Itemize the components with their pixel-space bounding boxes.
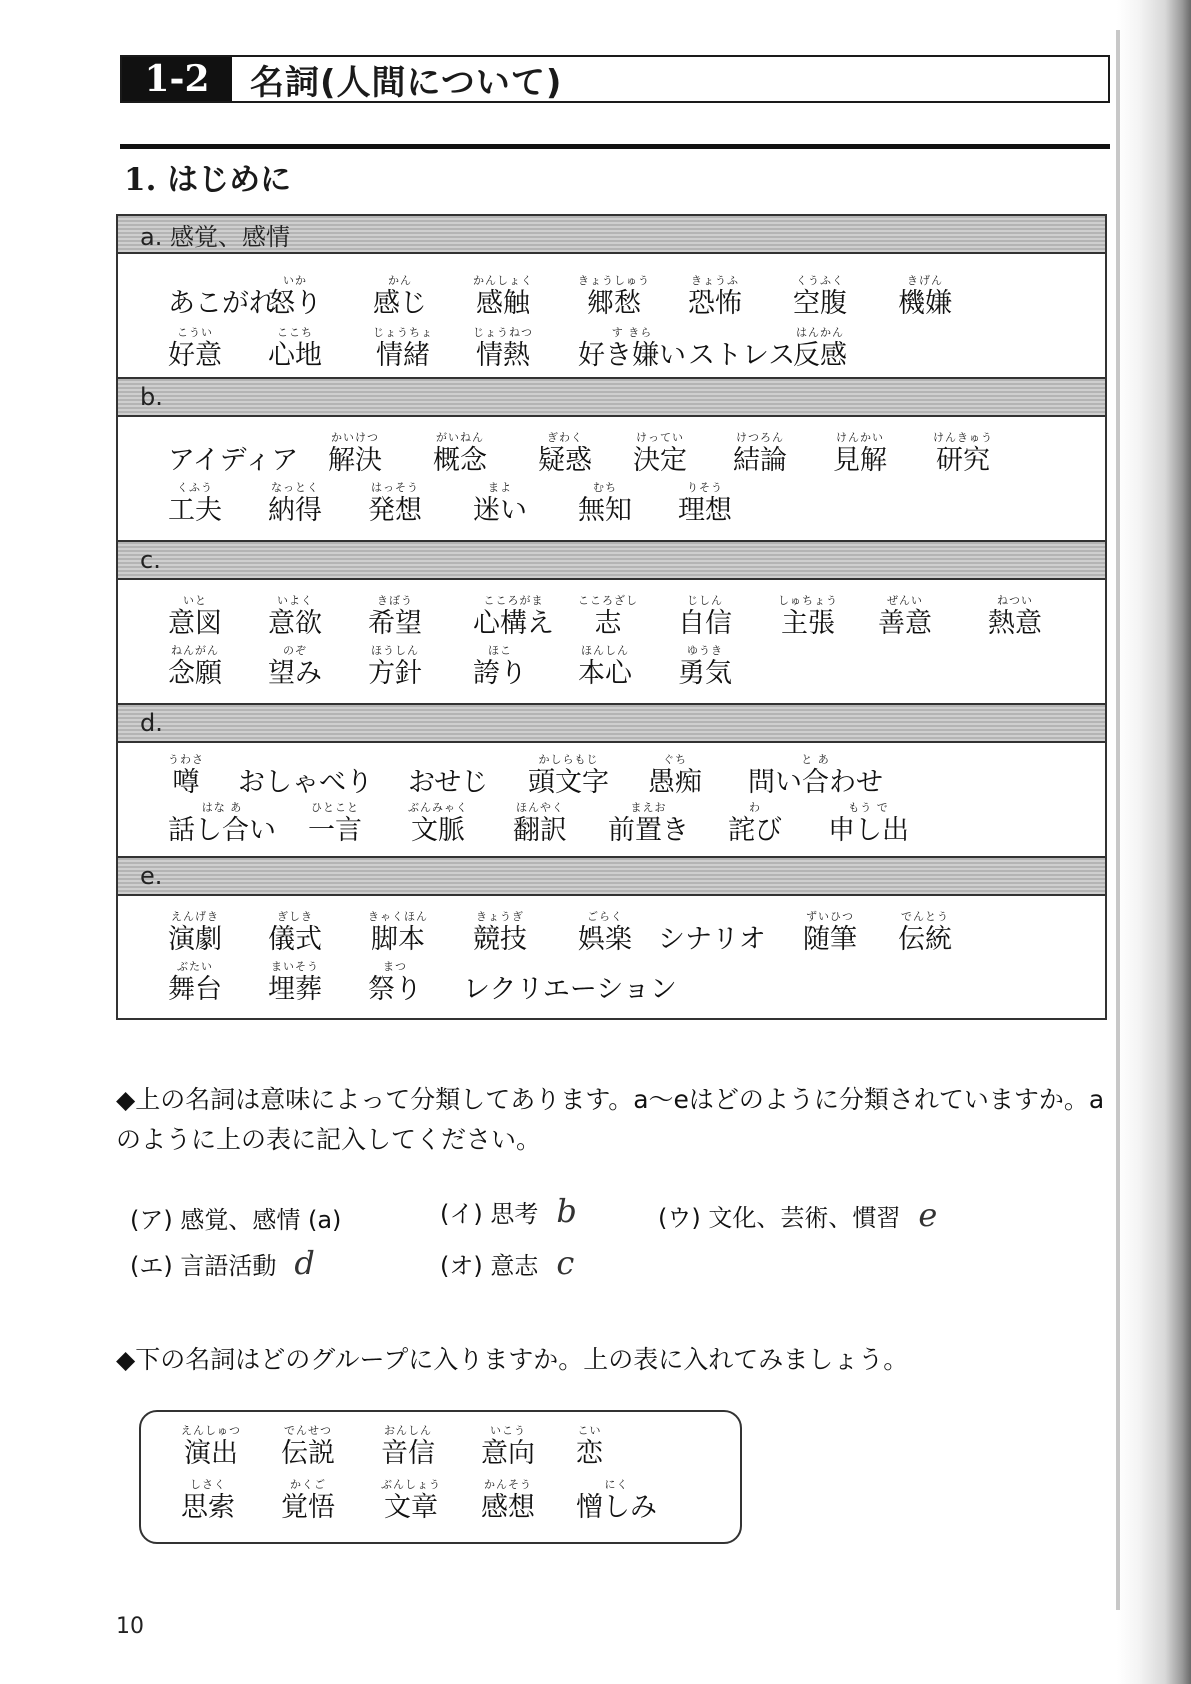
furigana: じしん xyxy=(687,594,723,607)
vocab-term: 恋 xyxy=(576,1438,603,1469)
answer-b xyxy=(440,1192,577,1230)
vocab-word xyxy=(898,910,952,956)
vocab-word xyxy=(678,644,732,690)
vocab-word xyxy=(433,431,487,477)
vocab-term: 望み xyxy=(268,658,322,689)
vocab-term: 心地 xyxy=(268,340,322,371)
furigana: りそう xyxy=(687,481,723,494)
vocab-term: 納得 xyxy=(268,495,322,526)
furigana: と あ xyxy=(801,753,830,766)
vocab-term: 解決 xyxy=(328,445,382,476)
vocab-word xyxy=(473,644,527,690)
vocab-term: 一言 xyxy=(308,815,362,846)
vocab-term: 意向 xyxy=(481,1438,535,1469)
intro-heading: 1. はじめに xyxy=(124,162,292,198)
furigana: しゅちょう xyxy=(778,594,838,607)
vocab-word xyxy=(168,481,222,527)
furigana: す きら xyxy=(611,326,653,339)
furigana: けってい xyxy=(636,431,684,444)
vocab-word xyxy=(368,910,428,956)
furigana: ごらく xyxy=(587,910,623,923)
furigana: ゆうき xyxy=(687,644,723,657)
vocab-term: 迷い xyxy=(473,495,527,526)
furigana: いか xyxy=(283,274,307,287)
furigana: ひとこと xyxy=(311,801,359,814)
furigana: ほんやく xyxy=(516,801,564,814)
vocab-term: 話し合い xyxy=(168,815,276,846)
vocab-term: 音信 xyxy=(381,1438,435,1469)
furigana: かいけつ xyxy=(331,431,379,444)
vocab-term: 詫び xyxy=(728,815,782,846)
vocab-word xyxy=(933,431,993,477)
vocab-term: 競技 xyxy=(473,924,527,955)
furigana: えんげき xyxy=(171,910,219,923)
vocab-word xyxy=(803,910,857,956)
vocab-term: 自信 xyxy=(678,608,732,639)
vocab-word xyxy=(168,326,222,372)
furigana: まえお xyxy=(630,801,667,814)
vocab-word xyxy=(578,594,638,640)
furigana: かん xyxy=(388,274,412,287)
vocab-word xyxy=(878,594,932,640)
vocab-term: 感触 xyxy=(476,288,530,319)
furigana: うわさ xyxy=(168,753,204,766)
furigana: くふう xyxy=(177,481,213,494)
vocab-term: 覚悟 xyxy=(281,1492,335,1523)
vocab-word xyxy=(513,801,567,847)
vocab-term: 演出 xyxy=(184,1438,238,1469)
vocab-word xyxy=(578,274,650,320)
furigana: ぎわく xyxy=(547,431,583,444)
vocab-word xyxy=(648,753,702,799)
vocab-word xyxy=(328,431,382,477)
extra-vocab-word xyxy=(481,1478,535,1524)
vocab-term: 方針 xyxy=(368,658,422,689)
vocab-word xyxy=(373,274,427,320)
vocab-word xyxy=(793,326,847,372)
answer-c xyxy=(658,1196,937,1234)
extra-vocab-word xyxy=(576,1424,603,1470)
answer-d xyxy=(130,1244,315,1282)
vocab-word xyxy=(833,431,887,477)
vocab-term: 娯楽 xyxy=(578,924,632,955)
extra-words-box xyxy=(139,1410,742,1544)
vocab-word xyxy=(793,274,847,320)
vocab-word xyxy=(168,910,222,956)
category-d-header: d. xyxy=(118,705,1105,743)
furigana: ぶたい xyxy=(177,960,213,973)
vocab-term: 頭文字 xyxy=(528,767,609,798)
furigana: でんとう xyxy=(901,910,949,923)
vocab-word xyxy=(678,594,732,640)
vocab-word xyxy=(828,801,909,847)
furigana: ほうしん xyxy=(371,644,419,657)
furigana: わ xyxy=(749,801,761,814)
vocab-word xyxy=(473,481,527,527)
vocab-term: 感想 xyxy=(481,1492,535,1523)
category-d-words xyxy=(118,743,1105,858)
extra-vocab-word xyxy=(281,1424,335,1470)
vocab-word xyxy=(473,274,533,320)
furigana: おんしん xyxy=(384,1424,432,1437)
category-e-words xyxy=(118,896,1105,1018)
vocab-word xyxy=(268,326,322,372)
vocab-word xyxy=(368,644,422,690)
furigana: のぞ xyxy=(283,644,307,657)
furigana: もう で xyxy=(848,801,889,814)
answer-a xyxy=(130,1200,341,1235)
furigana: こころがま xyxy=(483,594,544,607)
vocab-term: 情緒 xyxy=(376,340,430,371)
furigana: きょうふ xyxy=(691,274,739,287)
vocab-term: 希望 xyxy=(368,608,422,639)
furigana: じょうねつ xyxy=(473,326,533,339)
vocab-term: 伝統 xyxy=(898,924,952,955)
category-b-header: b. xyxy=(118,379,1105,417)
vocab-word xyxy=(728,801,782,847)
vocab-term: 決定 xyxy=(633,445,687,476)
furigana: はな あ xyxy=(201,801,243,814)
vocab-term: 文章 xyxy=(384,1492,438,1523)
vocab-term: 概念 xyxy=(433,445,487,476)
vocab-word xyxy=(898,274,952,320)
furigana: ほんしん xyxy=(581,644,629,657)
furigana: ぎしき xyxy=(277,910,313,923)
furigana: こい xyxy=(577,1424,602,1437)
vocab-word xyxy=(778,594,838,640)
vocab-term: 問い合わせ xyxy=(748,767,883,798)
category-c-header: c. xyxy=(118,542,1105,580)
section-title: 名詞(人間について) xyxy=(250,62,563,103)
answer-d-handwriting: d xyxy=(294,1244,315,1282)
vocab-word xyxy=(368,960,422,1006)
vocab-word xyxy=(268,481,322,527)
furigana: まよ xyxy=(488,481,512,494)
vocab-term: 前置き xyxy=(608,815,689,846)
page-number: 10 xyxy=(116,1614,144,1639)
furigana: きぼう xyxy=(377,594,413,607)
vocab-term: 埋葬 xyxy=(268,974,322,1005)
vocab-term: ストレス xyxy=(688,340,796,371)
furigana: ねんがん xyxy=(171,644,219,657)
furigana: にく xyxy=(604,1478,629,1491)
section-number: 1-2 xyxy=(122,57,232,101)
vocab-term: 研究 xyxy=(936,445,990,476)
vocab-word xyxy=(268,594,322,640)
vocab-term: 発想 xyxy=(368,495,422,526)
vocab-word xyxy=(473,594,554,640)
vocab-word xyxy=(608,801,689,847)
furigana: こうい xyxy=(177,326,213,339)
vocab-word xyxy=(368,481,422,527)
vocab-term: 伝説 xyxy=(281,1438,335,1469)
vocab-term: 憎しみ xyxy=(576,1492,657,1523)
vocab-term: 郷愁 xyxy=(587,288,641,319)
furigana: くうふく xyxy=(796,274,844,287)
vocab-word xyxy=(373,326,433,372)
vocab-word xyxy=(238,753,373,799)
furigana: こころざし xyxy=(578,594,638,607)
furigana: でんせつ xyxy=(284,1424,332,1437)
category-c-words xyxy=(118,580,1105,705)
vocab-word xyxy=(268,960,322,1006)
category-b-words xyxy=(118,417,1105,542)
vocab-term: 怒り xyxy=(268,288,322,319)
furigana: はっそう xyxy=(371,481,419,494)
vocab-word xyxy=(578,481,632,527)
answer-a-label: (ア) 感覚、感情 (a) xyxy=(130,1206,342,1234)
vocab-word xyxy=(168,274,276,320)
extra-vocab-word xyxy=(281,1478,335,1524)
furigana: じょうちょ xyxy=(373,326,433,339)
furigana: ぶんみゃく xyxy=(408,801,468,814)
answer-c-label: (ウ) 文化、芸術、慣習 xyxy=(658,1204,901,1232)
vocab-word xyxy=(168,960,222,1006)
extra-vocab-word xyxy=(181,1424,241,1470)
vocab-term: レクリエーション xyxy=(463,974,677,1005)
vocab-word xyxy=(748,753,883,799)
furigana: むち xyxy=(593,481,617,494)
vocab-term: 愚痴 xyxy=(648,767,702,798)
furigana: ねつい xyxy=(997,594,1033,607)
category-a-header: a. 感覚、感情 xyxy=(118,216,1105,254)
vocab-word xyxy=(538,431,592,477)
furigana: けつろん xyxy=(736,431,784,444)
furigana: はんかん xyxy=(796,326,844,339)
vocab-term: 演劇 xyxy=(168,924,222,955)
furigana: しさく xyxy=(190,1478,226,1491)
vocab-term: 好き嫌い xyxy=(578,340,686,371)
page-edge-line xyxy=(1116,30,1120,1610)
answer-d-label: (エ) 言語活動 xyxy=(130,1252,277,1280)
vocab-term: シナリオ xyxy=(658,924,766,955)
vocab-term: 熱意 xyxy=(988,608,1042,639)
vocab-word xyxy=(688,326,795,372)
vocab-term: 情熱 xyxy=(476,340,530,371)
answer-e-label: (オ) 意志 xyxy=(440,1252,539,1280)
vocab-word xyxy=(633,431,687,477)
answer-b-label: (イ) 思考 xyxy=(440,1200,539,1228)
furigana: いこう xyxy=(490,1424,526,1437)
category-a-words xyxy=(118,254,1105,379)
book-spine-shadow xyxy=(1117,0,1191,1684)
furigana: ずいひつ xyxy=(806,910,854,923)
vocab-term: 随筆 xyxy=(803,924,857,955)
furigana: ぐち xyxy=(663,753,687,766)
vocab-term: 善意 xyxy=(878,608,932,639)
vocab-term: 申し出 xyxy=(828,815,909,846)
extra-vocab-word xyxy=(381,1424,435,1470)
vocab-word xyxy=(528,753,609,799)
vocab-term: アイディア xyxy=(168,445,299,476)
vocab-term: 翻訳 xyxy=(513,815,567,846)
extra-vocab-word xyxy=(381,1478,441,1524)
furigana: かんしょく xyxy=(473,274,533,287)
vocab-word xyxy=(658,910,766,956)
answer-e xyxy=(440,1244,574,1282)
vocab-word xyxy=(268,274,322,320)
vocab-term: おせじ xyxy=(408,767,489,798)
vocab-word xyxy=(473,326,533,372)
furigana: なっとく xyxy=(271,481,319,494)
vocab-term: 念願 xyxy=(168,658,222,689)
vocab-word xyxy=(463,960,677,1006)
furigana: けんきゅう xyxy=(933,431,993,444)
section-header xyxy=(120,55,1110,103)
vocab-term: おしゃべり xyxy=(238,767,373,798)
vocab-term: 舞台 xyxy=(168,974,222,1005)
furigana: がいねん xyxy=(436,431,484,444)
vocab-term: 反感 xyxy=(793,340,847,371)
vocab-word xyxy=(168,801,276,847)
vocab-term: 意欲 xyxy=(268,608,322,639)
extra-vocab-word xyxy=(576,1478,657,1524)
vocab-word xyxy=(578,644,632,690)
category-e-header: e. xyxy=(118,858,1105,896)
furigana: ぜんい xyxy=(887,594,923,607)
vocab-word xyxy=(578,910,632,956)
extra-vocab-word xyxy=(181,1478,235,1524)
vocab-word xyxy=(988,594,1042,640)
furigana: いと xyxy=(183,594,207,607)
furigana: かんそう xyxy=(484,1478,532,1491)
vocab-term: 文脈 xyxy=(411,815,465,846)
vocab-term: 誇り xyxy=(473,658,527,689)
vocab-word xyxy=(688,274,742,320)
vocab-word xyxy=(168,431,298,477)
vocab-term: 思索 xyxy=(181,1492,235,1523)
vocab-word xyxy=(308,801,362,847)
vocab-term: 脚本 xyxy=(371,924,425,955)
furigana: きょうしゅう xyxy=(578,274,650,287)
vocab-word xyxy=(473,910,527,956)
furigana: ほこ xyxy=(488,644,512,657)
instruction-group: ◆下の名詞はどのグループに入りますか。上の表に入れてみましょう。 xyxy=(116,1345,909,1374)
vocab-word xyxy=(368,594,422,640)
vocab-term: 結論 xyxy=(733,445,787,476)
vocab-term: 本心 xyxy=(578,658,632,689)
furigana: まいそう xyxy=(271,960,319,973)
furigana: えんしゅつ xyxy=(181,1424,241,1437)
vocab-term: 疑惑 xyxy=(538,445,592,476)
vocab-term: 勇気 xyxy=(678,658,732,689)
vocab-word xyxy=(268,910,322,956)
vocab-word xyxy=(578,326,686,372)
answer-c-handwriting: e xyxy=(918,1196,938,1234)
vocab-term: あこがれ xyxy=(168,288,276,319)
furigana: まつ xyxy=(383,960,407,973)
vocab-term: 感じ xyxy=(373,288,427,319)
vocab-word xyxy=(168,594,222,640)
vocab-word xyxy=(168,753,204,799)
furigana: ぶんしょう xyxy=(381,1478,441,1491)
furigana: ここち xyxy=(277,326,313,339)
answer-b-handwriting: b xyxy=(556,1192,577,1230)
vocab-term: 理想 xyxy=(678,495,732,526)
vocab-word xyxy=(408,801,468,847)
vocab-word xyxy=(733,431,787,477)
vocab-term: 志 xyxy=(594,608,622,639)
answer-e-handwriting: c xyxy=(556,1244,575,1282)
vocab-term: 意図 xyxy=(168,608,222,639)
instruction-classify: ◆上の名詞は意味によって分類してあります。a〜eはどのように分類されていますか。aのように上の表に記入してください。 xyxy=(116,1085,1105,1154)
furigana: けんかい xyxy=(836,431,884,444)
vocab-term: 見解 xyxy=(833,445,887,476)
vocab-term: 工夫 xyxy=(168,495,222,526)
vocab-term: 空腹 xyxy=(793,288,847,319)
vocab-word xyxy=(168,644,222,690)
vocab-term: 機嫌 xyxy=(898,288,952,319)
furigana: かくご xyxy=(290,1478,326,1491)
extra-vocab-word xyxy=(481,1424,535,1470)
furigana: きゃくほん xyxy=(368,910,428,923)
vocab-term: 噂 xyxy=(172,767,200,798)
vocabulary-table xyxy=(116,214,1107,1020)
furigana: きょうぎ xyxy=(476,910,524,923)
vocab-term: 主張 xyxy=(781,608,835,639)
vocab-term: 好意 xyxy=(168,340,222,371)
header-rule xyxy=(120,144,1110,149)
furigana: いよく xyxy=(277,594,313,607)
furigana: きげん xyxy=(907,274,943,287)
vocab-term: 祭り xyxy=(368,974,422,1005)
vocab-term: 心構え xyxy=(473,608,554,639)
vocab-word xyxy=(408,753,488,799)
vocab-term: 無知 xyxy=(578,495,632,526)
vocab-term: 儀式 xyxy=(268,924,322,955)
vocab-word xyxy=(268,644,322,690)
vocab-term: 恐怖 xyxy=(688,288,742,319)
vocab-word xyxy=(678,481,732,527)
furigana: かしらもじ xyxy=(538,753,599,766)
